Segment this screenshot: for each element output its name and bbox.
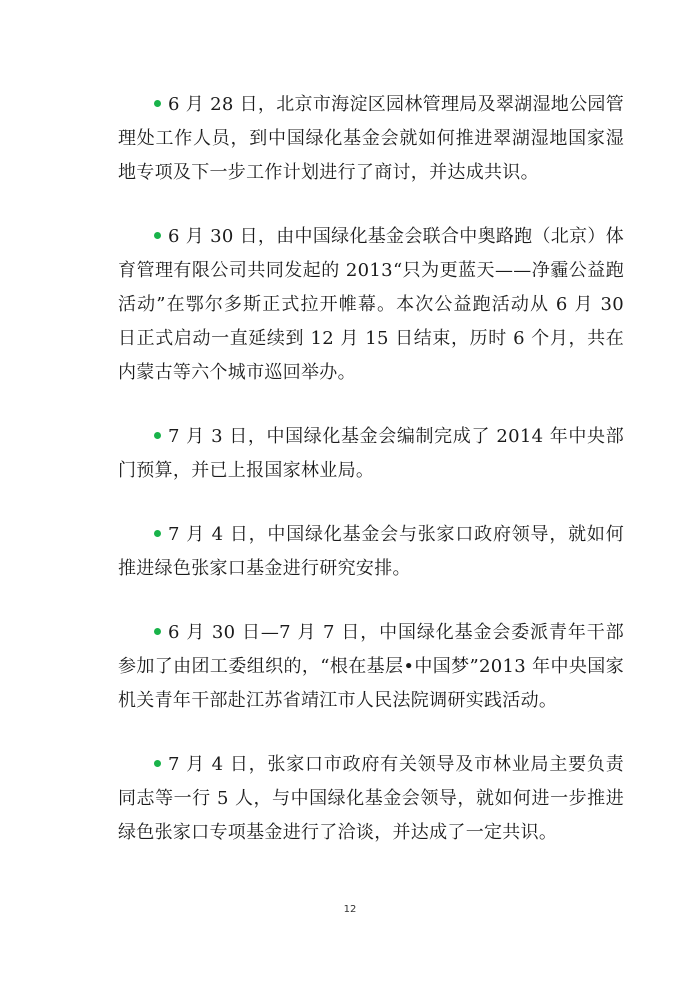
news-item-text: 7 月 4 日，张家口市政府有关领导及市林业局主要负责同志等一行 5 人，与中国绿化基金会领导，就如何进一步推进绿色张家口专项基金进行了洽谈，并达成了一定共识。 (118, 754, 624, 843)
news-item (118, 420, 624, 488)
news-item-text: 7 月 3 日，中国绿化基金会编制完成了 2014 年中央部门预算，并已上报国家林业局。 (118, 426, 624, 481)
document-body (118, 88, 624, 880)
page-number: 12 (343, 904, 357, 915)
news-item (118, 220, 624, 390)
news-item (118, 616, 624, 718)
news-item-text: 6 月 30 日—7 月 7 日，中国绿化基金会委派青年干部参加了由团工委组织的，“根在基层•中国梦”2013 年中央国家机关青年干部赴江苏省靖江市人民法院调研实践活动。 (118, 622, 624, 711)
green-bullet-icon (154, 100, 161, 107)
news-item-text: 6 月 28 日，北京市海淀区园林管理局及翠湖湿地公园管理处工作人员，到中国绿化基金会就如何推进翠湖湿地国家湿地专项及下一步工作计划进行了商讨，并达成共识。 (118, 94, 624, 183)
green-bullet-icon (154, 628, 161, 635)
green-bullet-icon (154, 432, 161, 439)
green-bullet-icon (154, 232, 161, 239)
news-item-text: 6 月 30 日，由中国绿化基金会联合中奥路跑（北京）体育管理有限公司共同发起的 2013“只为更蓝天——净霾公益跑活动”在鄂尔多斯正式拉开帷幕。本次公益跑活动从 6 月 30 日正式启动一直延续到 12 月 15 日结束，历时 6 个月，共在内蒙古等六个城市巡回举办。 (118, 226, 624, 383)
news-item (118, 88, 624, 190)
news-item (118, 748, 624, 850)
green-bullet-icon (154, 760, 161, 767)
news-item (118, 518, 624, 586)
news-item-text: 7 月 4 日，中国绿化基金会与张家口政府领导，就如何推进绿色张家口基金进行研究安排。 (118, 524, 624, 579)
green-bullet-icon (154, 530, 161, 537)
